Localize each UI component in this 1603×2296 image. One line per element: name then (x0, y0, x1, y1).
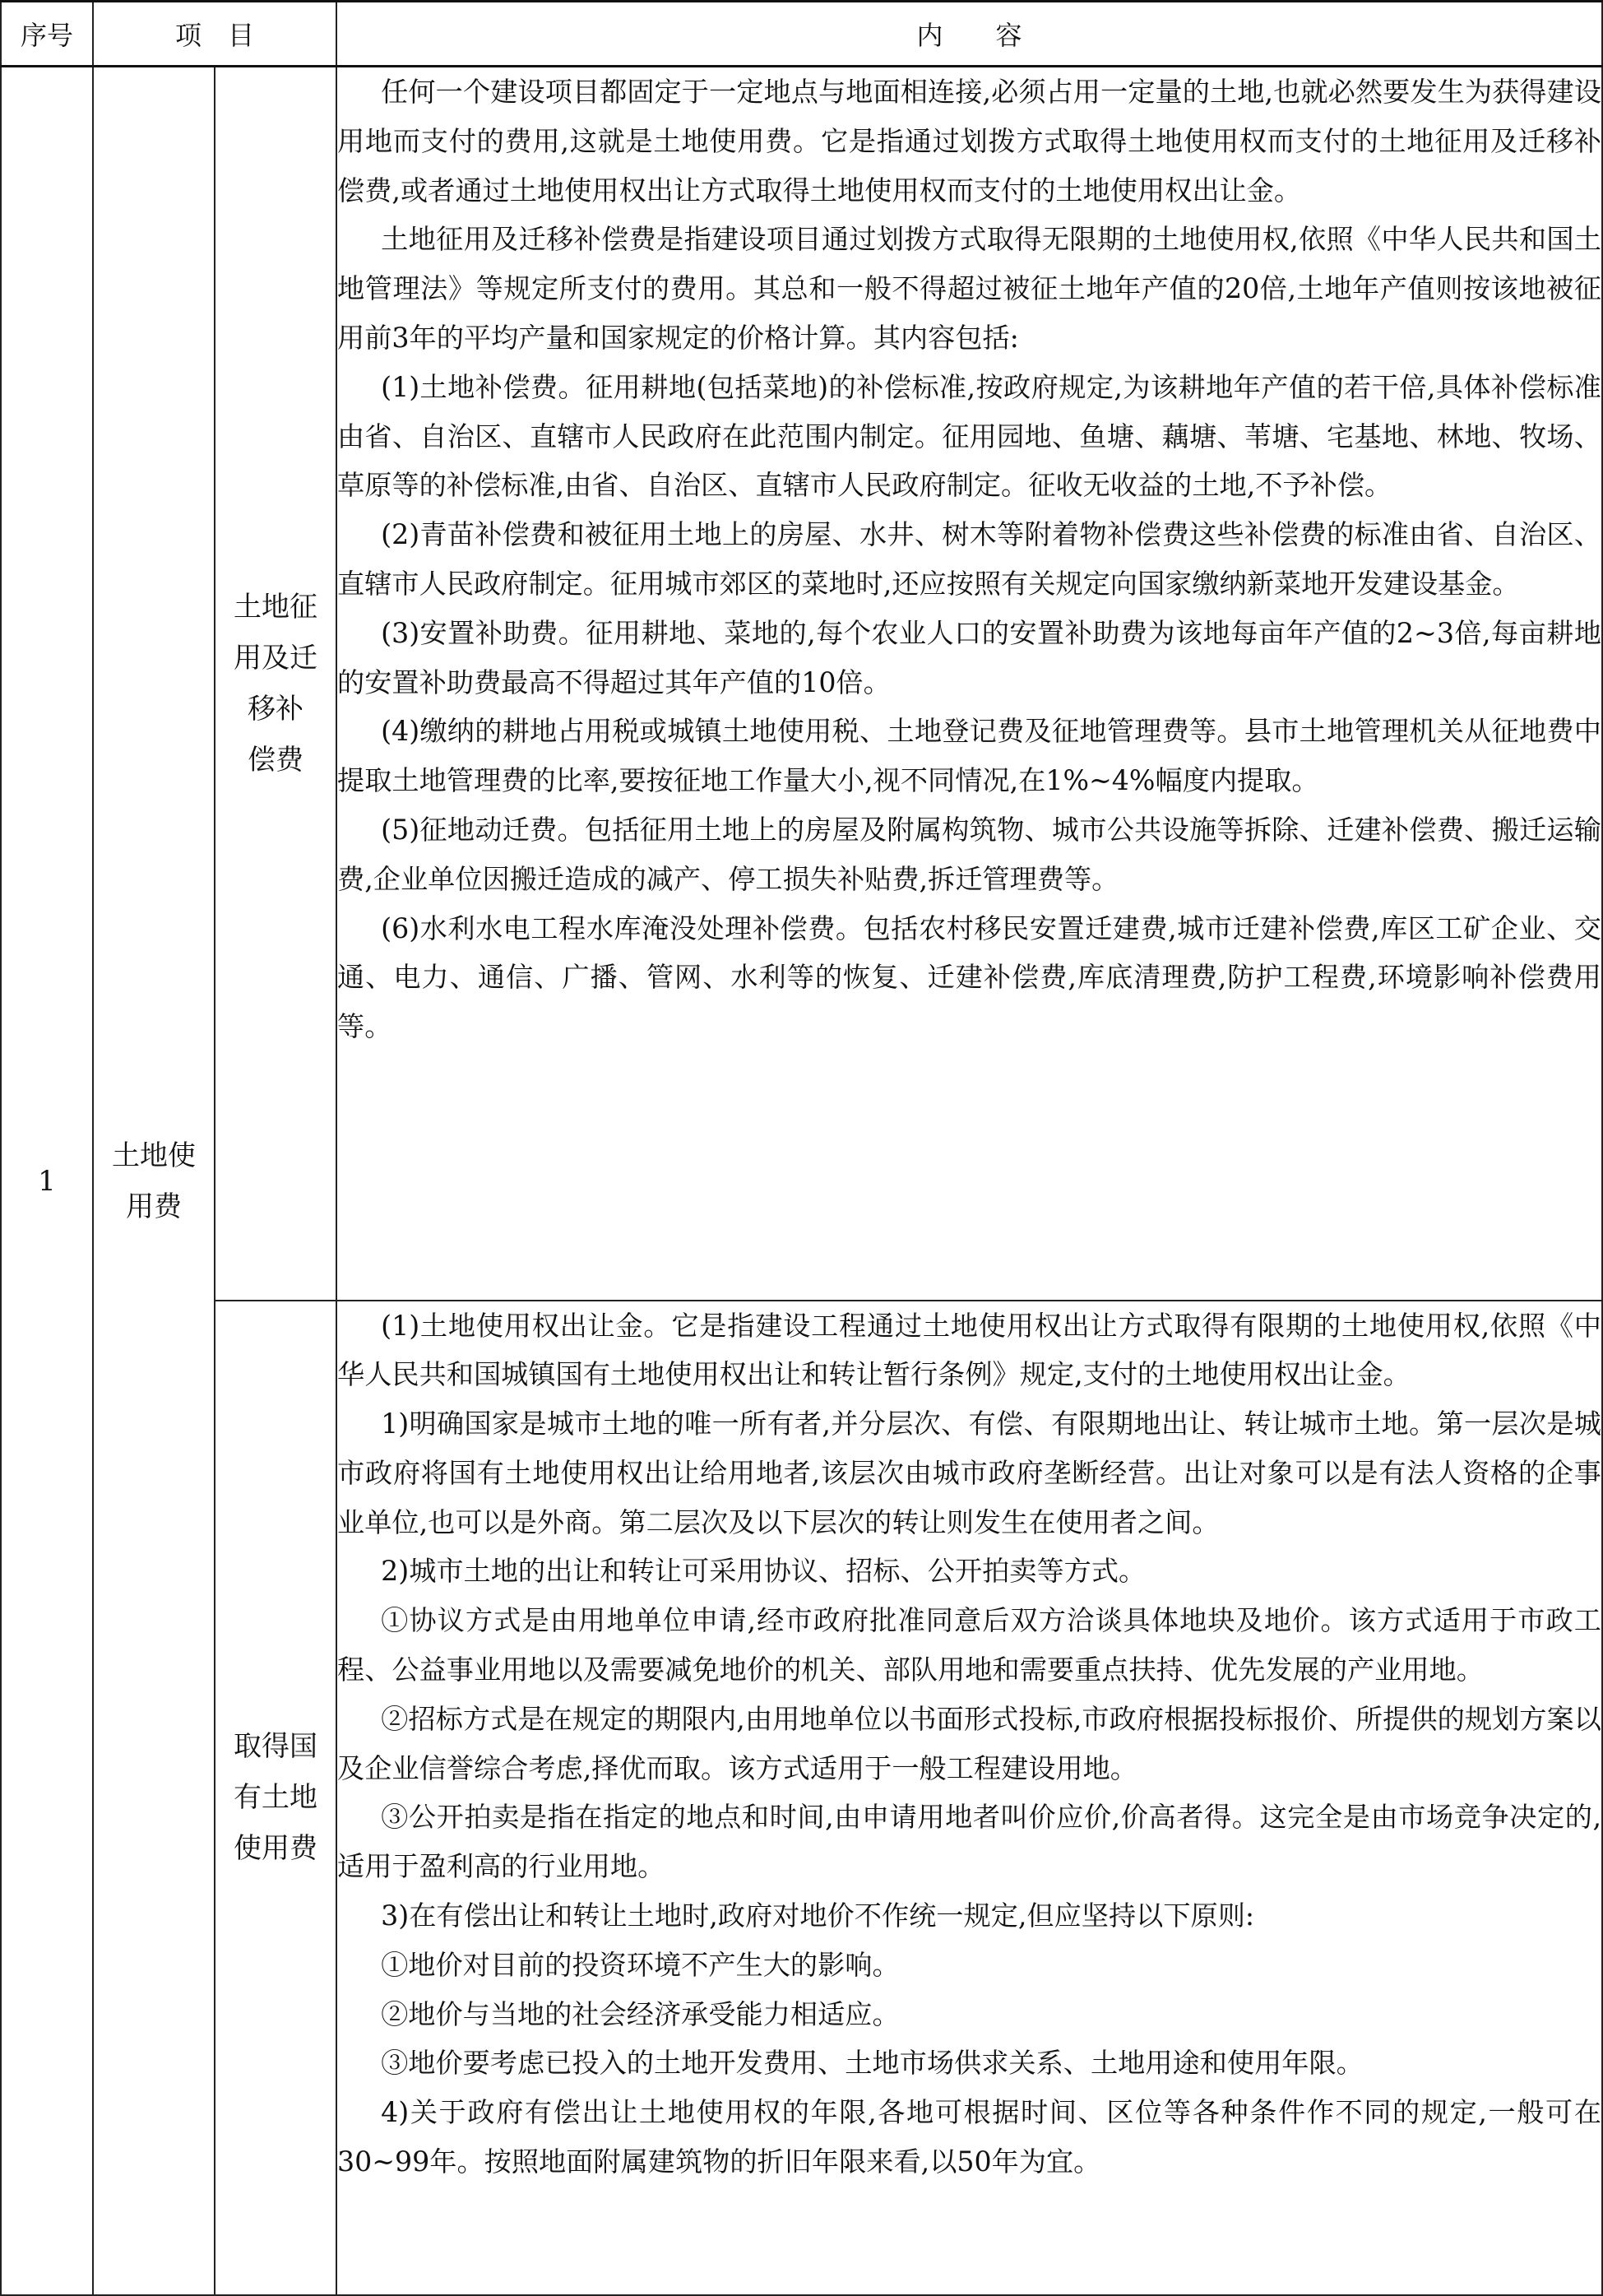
content-cell-1 (336, 67, 1602, 1301)
table-row (1, 67, 1602, 1301)
content-paragraph: ①地价对目前的投资环境不产生大的影响。 (381, 1948, 900, 1981)
content-cell-2 (336, 1301, 1602, 2296)
content-paragraph: ①协议方式是由用地单位申请,经市政府批准同意后双方洽谈具体地块及地价。该方式适用于市政工程、公益事业用地以及需要减免地价的机关、部队用地和需要重点扶持、优先发展的产业用地。 (337, 1604, 1601, 1686)
content-paragraph: ③公开拍卖是指在指定的地点和时间,由申请用地者叫价应价,价高者得。这完全是由市场竞争决定的,适用于盈利高的行业用地。 (337, 1801, 1601, 1883)
content-paragraph: (1)土地使用权出让金。它是指建设工程通过土地使用权出让方式取得有限期的土地使用权,依照《中华人民共和国城镇国有土地使用权出让和转让暂行条例》规定,支付的土地使用权出让金。 (337, 1309, 1601, 1391)
content-paragraph: 3)在有偿出让和转让土地时,政府对地价不作统一规定,但应坚持以下原则: (381, 1899, 1255, 1932)
sub-label-line: 使用费 (234, 1832, 317, 1866)
table-header-row (1, 2, 1602, 67)
content-paragraph: (3)安置补助费。征用耕地、菜地的,每个农业人口的安置补助费为该地每亩年产值的2~3倍,每亩耕地的安置补助费最高不得超过其年产值的10倍。 (337, 616, 1601, 698)
content-paragraph: (1)土地补偿费。征用耕地(包括菜地)的补偿标准,按政府规定,为该耕地年产值的若干倍,具体补偿标准由省、自治区、直辖市人民政府在此范围内制定。征用园地、鱼塘、藕塘、苇塘、宅基地、林地、牧场、草原等的补偿标准,由省、自治区、直辖市人民政府制定。征收无收益的土地,不予补偿。 (337, 370, 1601, 502)
content-paragraph: 1)明确国家是城市土地的唯一所有者,并分层次、有偿、有限期地出让、转让城市土地。第一层次是城市政府将国有土地使用权出让给用地者,该层次由城市政府垄断经营。出让对象可以是有法人资格的企事业单位,也可以是外商。第二层次及以下层次的转让则发生在使用者之间。 (337, 1408, 1601, 1538)
content-paragraph: (2)青苗补偿费和被征用土地上的房屋、水井、树木等附着物补偿费这些补偿费的标准由省、自治区、直辖市人民政府制定。征用城市郊区的菜地时,还应按照有关规定向国家缴纳新菜地开发建设基金。 (337, 518, 1601, 600)
header-item: 项 目 (93, 2, 336, 67)
content-paragraph: ②招标方式是在规定的期限内,由用地单位以书面形式投标,市政府根据投标报价、所提供的规划方案以及企业信誉综合考虑,择优而取。该方式适用于一般工程建设用地。 (337, 1702, 1601, 1784)
sub-label-line: 偿费 (248, 743, 303, 777)
item-label-line: 土地使 (112, 1139, 196, 1172)
item-label-line: 用费 (126, 1190, 182, 1223)
sub-label-line: 取得国 (234, 1730, 317, 1764)
table-row (1, 1301, 1602, 2296)
content-paragraph: 土地征用及迁移补偿费是指建设项目通过划拨方式取得无限期的土地使用权,依照《中华人民共和国土地管理法》等规定所支付的费用。其总和一般不得超过被征土地年产值的20倍,土地年产值则按该地被征用前3年的平均产量和国家规定的价格计算。其内容包括: (337, 223, 1601, 354)
sub-item-label-2 (215, 1301, 336, 2296)
content-paragraph: 2)城市土地的出让和转让可采用协议、招标、公开拍卖等方式。 (381, 1555, 1147, 1588)
row-item-label (93, 67, 215, 2296)
row-number: 1 (1, 67, 93, 2296)
content-paragraph: ③地价要考虑已投入的土地开发费用、土地市场供求关系、土地用途和使用年限。 (381, 2047, 1364, 2080)
sub-label-line: 有土地 (234, 1781, 317, 1815)
content-paragraph: ②地价与当地的社会经济承受能力相适应。 (381, 1997, 900, 2030)
header-content: 内 容 (336, 2, 1602, 67)
sub-item-label-1 (215, 67, 336, 1301)
content-paragraph: (6)水利水电工程水库淹没处理补偿费。包括农村移民安置迁建费,城市迁建补偿费,库区工矿企业、交通、电力、通信、广播、管网、水利等的恢复、迁建补偿费,库底清理费,防护工程费,环境影响补偿费用等。 (337, 911, 1601, 1043)
header-no: 序号 (1, 2, 93, 67)
content-paragraph: 任何一个建设项目都固定于一定地点与地面相连接,必须占用一定量的土地,也就必然要发生为获得建设用地而支付的费用,这就是土地使用费。它是指通过划拨方式取得土地使用权而支付的土地征用及迁移补偿费,或者通过土地使用权出让方式取得土地使用权而支付的土地使用权出让金。 (337, 76, 1601, 206)
sub-label-line: 移补 (248, 692, 303, 726)
content-paragraph: 4)关于政府有偿出让土地使用权的年限,各地可根据时间、区位等各种条件作不同的规定,一般可在30~99年。按照地面附属建筑物的折旧年限来看,以50年为宜。 (337, 2096, 1601, 2178)
sub-label-line: 土地征 (234, 590, 317, 624)
content-paragraph: (4)缴纳的耕地占用税或城镇土地使用税、土地登记费及征地管理费等。县市土地管理机关从征地费中提取土地管理费的比率,要按征地工作量大小,视不同情况,在1%~4%幅度内提取。 (337, 715, 1601, 797)
sub-label-line: 用及迁 (234, 641, 317, 675)
content-paragraph: (5)征地动迁费。包括征用土地上的房屋及附属构筑物、城市公共设施等拆除、迁建补偿费、搬迁运输费,企业单位因搬迁造成的减产、停工损失补贴费,拆迁管理费等。 (337, 813, 1601, 895)
